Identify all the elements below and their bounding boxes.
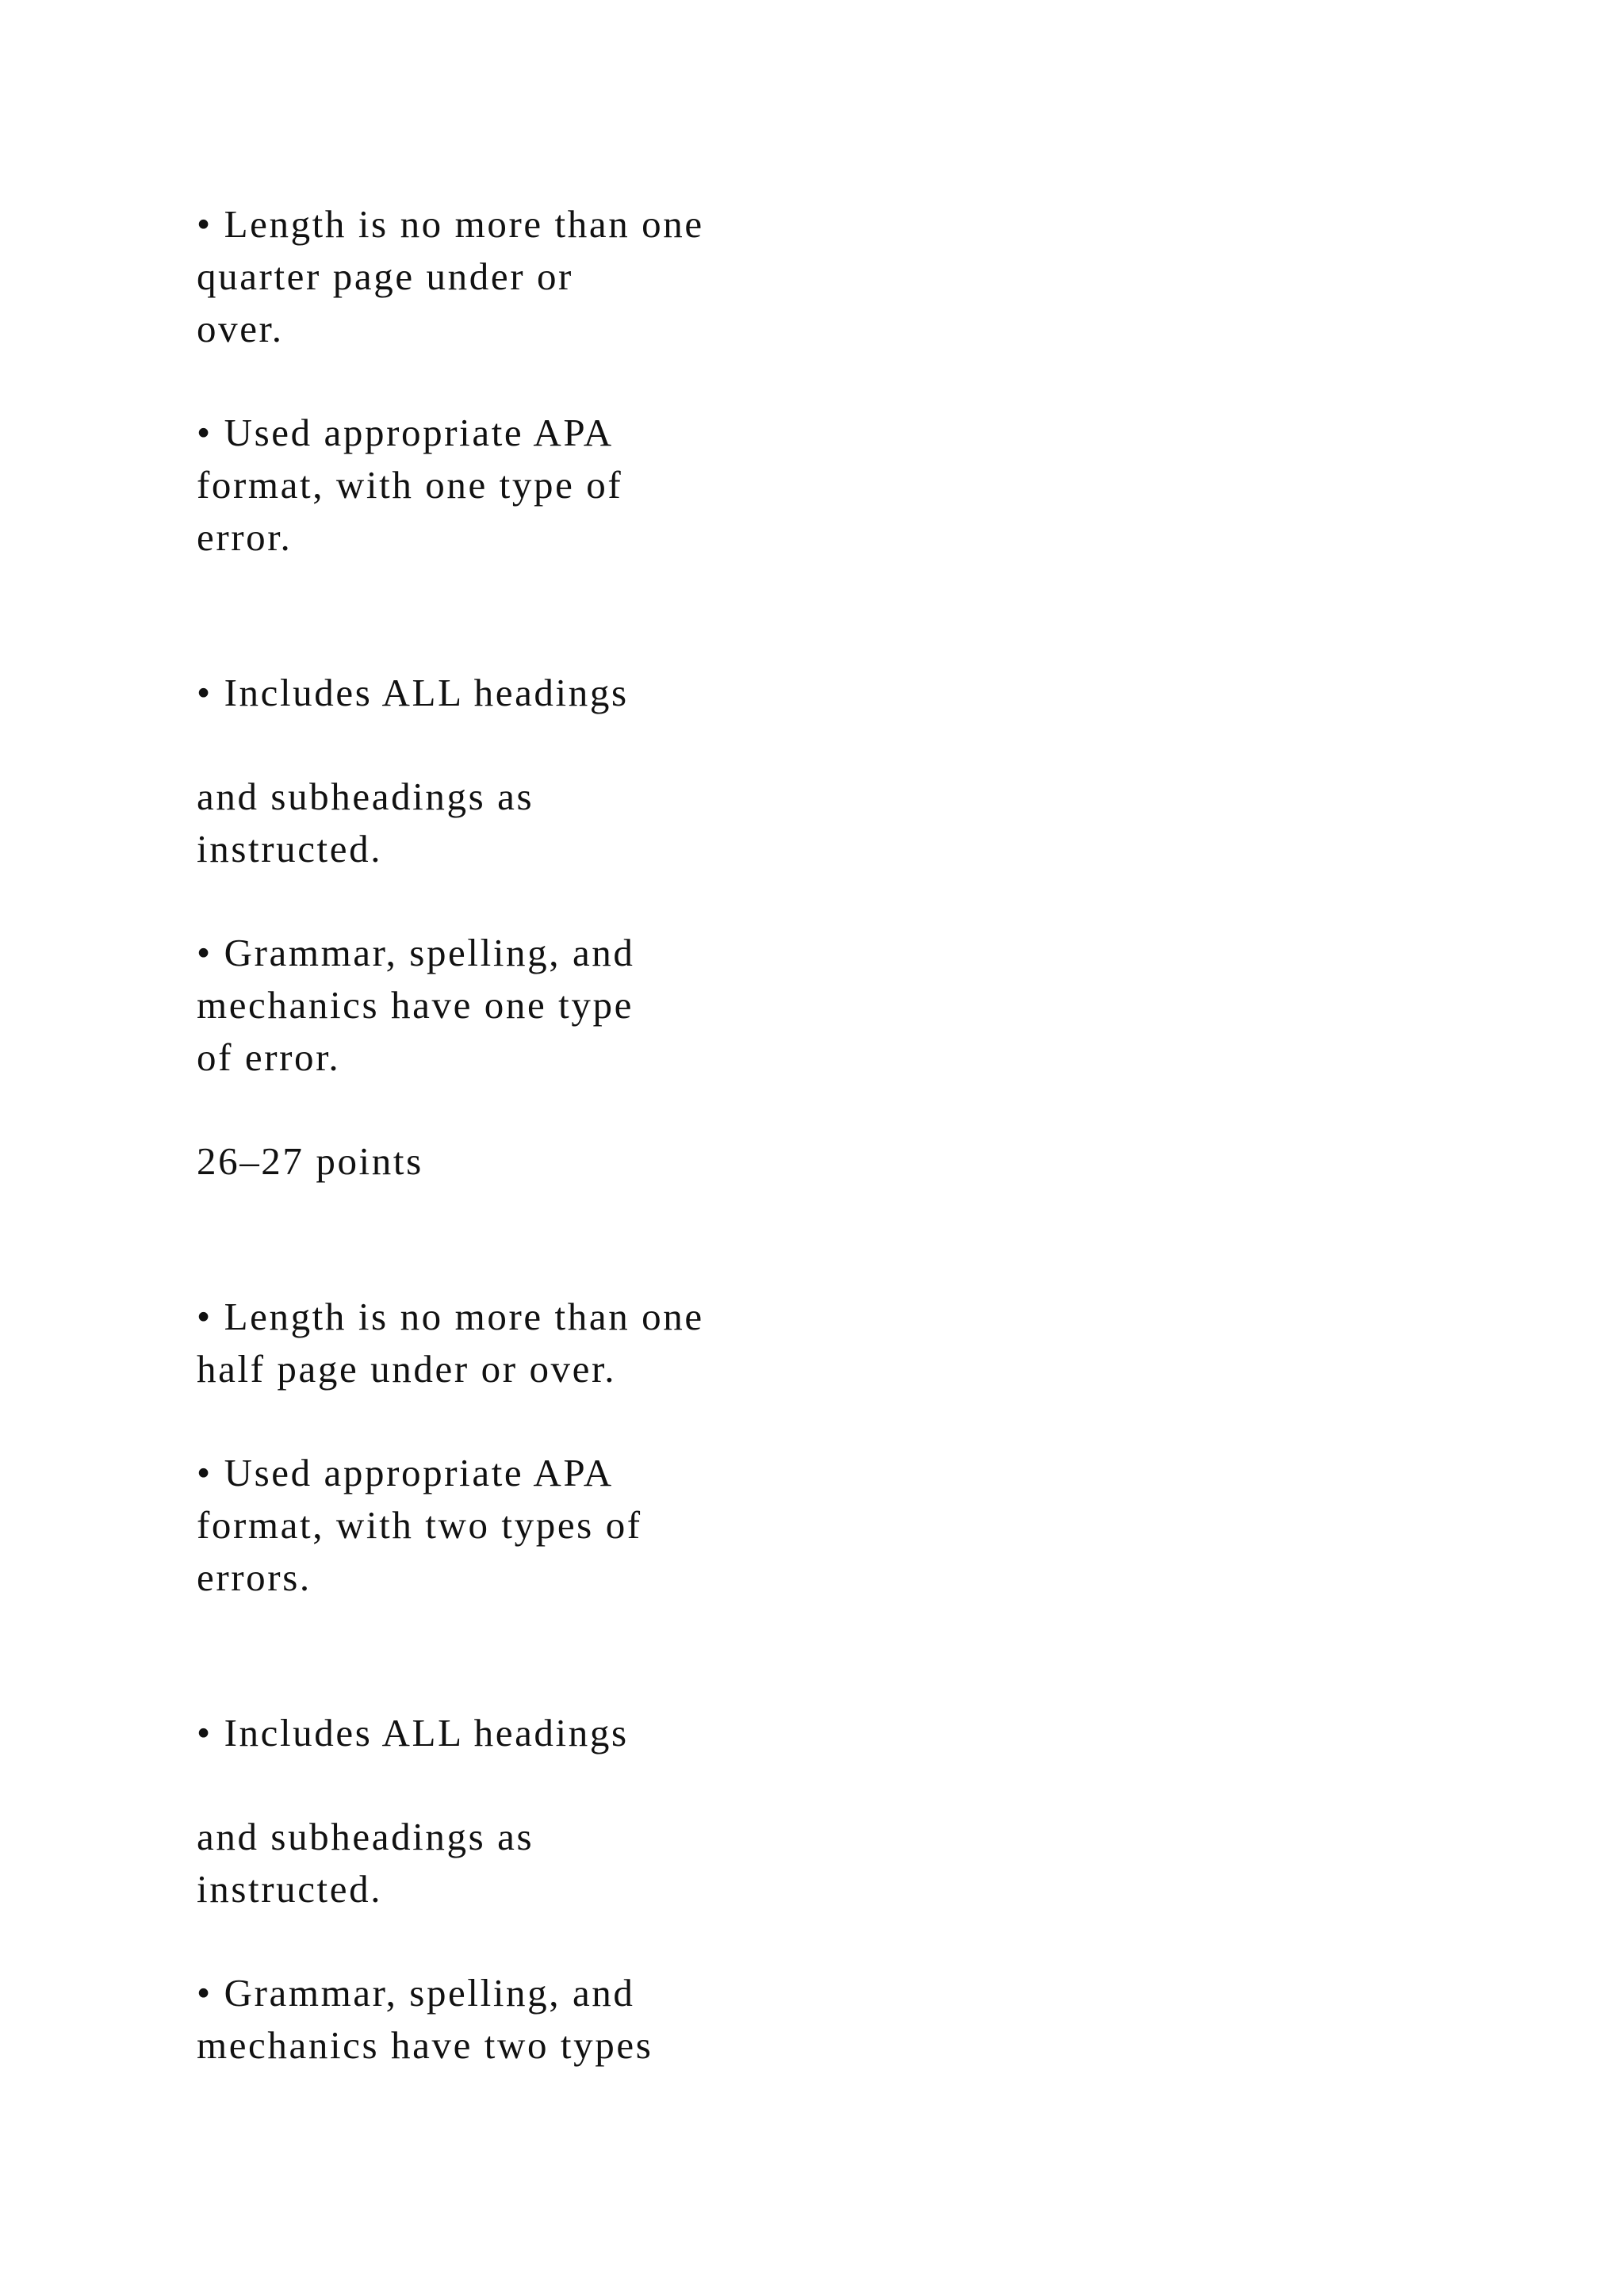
text-line: • Length is no more than one [197,202,704,246]
text-line: quarter page under or [197,254,573,298]
text-line: errors. [197,1556,312,1599]
text-line: and subheadings as [197,1815,534,1858]
text-line: mechanics have one type [197,983,634,1027]
text-line: mechanics have two types [197,2023,653,2067]
text-line: half page under or over. [197,1347,617,1391]
text-line: instructed. [197,827,383,871]
text-line: and subheadings as [197,775,534,818]
text-line: • Includes ALL headings [197,1711,629,1755]
text-line: over. [197,307,284,350]
text-line: • Grammar, spelling, and [197,931,635,974]
text-line: error. [197,515,293,559]
text-line: instructed. [197,1867,383,1911]
text-line: • Includes ALL headings [197,671,629,714]
points-label: 26–27 points [197,1139,423,1183]
text-line: • Grammar, spelling, and [197,1971,635,2015]
text-line: format, with one type of [197,463,623,507]
text-line: • Length is no more than one [197,1295,704,1338]
text-line: format, with two types of [197,1503,642,1547]
text-line: of error. [197,1035,341,1079]
text-line: • Used appropriate APA [197,411,614,454]
text-line: • Used appropriate APA [197,1451,614,1494]
